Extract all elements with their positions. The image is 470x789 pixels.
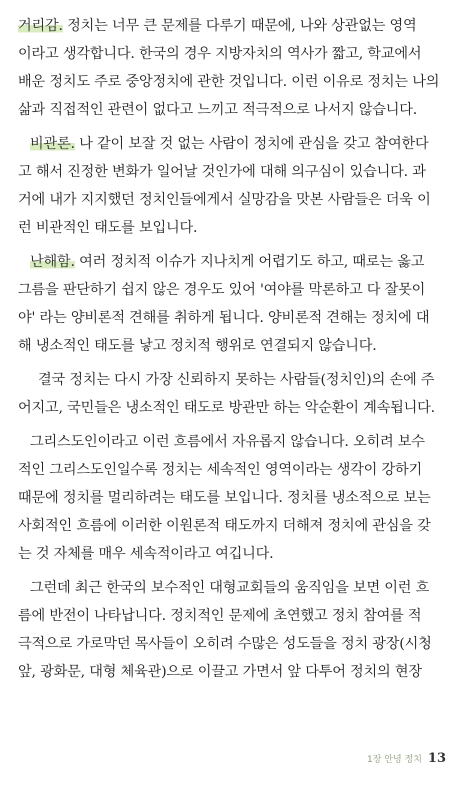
p4-line-1: 결국 정치는 다시 가장 신뢰하지 못하는 사람들(정치인)의 손에 주 xyxy=(38,372,435,388)
term-difficulty: 난해함. xyxy=(30,254,75,270)
p6-line-4: 앞, 광화문, 대형 체육관)으로 이끌고 가면서 앞 다투어 정치의 현장 xyxy=(18,664,422,680)
p5-line-1: 그리스도인이라고 이런 흐름에서 자유롭지 않습니다. 오히려 보수 xyxy=(30,434,425,450)
p2-line-4: 런 비관적인 태도를 보입니다. xyxy=(18,220,198,236)
p3-line-2: 그름을 판단하기 쉽지 않은 경우도 있어 '여야를 막론하고 다 잘못이 xyxy=(18,282,426,298)
p1-line-4: 삶과 직접적인 관련이 없다고 느끼고 적극적으로 나서지 않습니다. xyxy=(18,102,418,118)
p2-line-1: 비관론. 나 같이 보잘 것 없는 사람이 정치에 관심을 갖고 참여한다 xyxy=(30,136,429,152)
p2-line-2: 고 해서 진정한 변화가 일어날 것인가에 대해 의구심이 있습니다. 과 xyxy=(18,164,426,180)
p3-line-3: 야' 라는 양비론적 견해를 취하게 됩니다. 양비론적 견해는 정치에 대 xyxy=(18,310,430,326)
p4-line-2: 어지고, 국민들은 냉소적인 태도로 방관만 하는 악순환이 계속됩니다. xyxy=(18,400,435,416)
p1-line-2: 이라고 생각합니다. 한국의 경우 지방자치의 역사가 짧고, 학교에서 xyxy=(18,46,422,62)
p3-line-1: 난해함. 여러 정치적 이슈가 지나치게 어렵기도 하고, 때로는 옳고 xyxy=(30,254,425,270)
p1-line-1: 거리감. 정치는 너무 큰 문제를 다루기 때문에, 나와 상관없는 영역 xyxy=(18,18,417,34)
p5-line-3: 때문에 정치를 멀리하려는 태도를 보입니다. 정치를 냉소적으로 보는 xyxy=(18,490,431,506)
p5-line-4: 사회적인 흐름에 이러한 이원론적 태도까지 더해져 정치에 관심을 갖 xyxy=(18,518,431,534)
p3-line-4: 해 냉소적인 태도를 낳고 정치적 행위로 연결되지 않습니다. xyxy=(18,338,377,354)
p6-line-3: 극적으로 가로막던 목사들이 오히려 수많은 성도들을 정치 광장(시청 xyxy=(18,636,432,652)
page-number: 13 xyxy=(427,751,446,766)
p6-line-2: 름에 반전이 나타납니다. 정치적인 문제에 초연했고 정치 참여를 적 xyxy=(18,608,422,624)
p5-line-5: 는 것 자체를 매우 세속적이라고 여깁니다. xyxy=(18,546,274,562)
chapter-label: 1장 안녕 정치 xyxy=(366,755,422,765)
p5-line-2: 적인 그리스도인일수록 정치는 세속적인 영역이라는 생각이 강하기 xyxy=(18,462,423,478)
p1-line-3: 배운 정치도 주로 중앙정치에 관한 것입니다. 이런 이유로 정치는 나의 xyxy=(18,74,440,90)
term-distance: 거리감. xyxy=(18,18,63,34)
page-footer xyxy=(367,748,446,767)
term-pessimism: 비관론. xyxy=(30,136,75,152)
p6-line-1: 그런데 최근 한국의 보수적인 대형교회들의 움직임을 보면 이런 흐 xyxy=(30,580,430,596)
p2-line-3: 거에 내가 지지했던 정치인들에게서 실망감을 맛본 사람들은 더욱 이 xyxy=(18,192,431,208)
